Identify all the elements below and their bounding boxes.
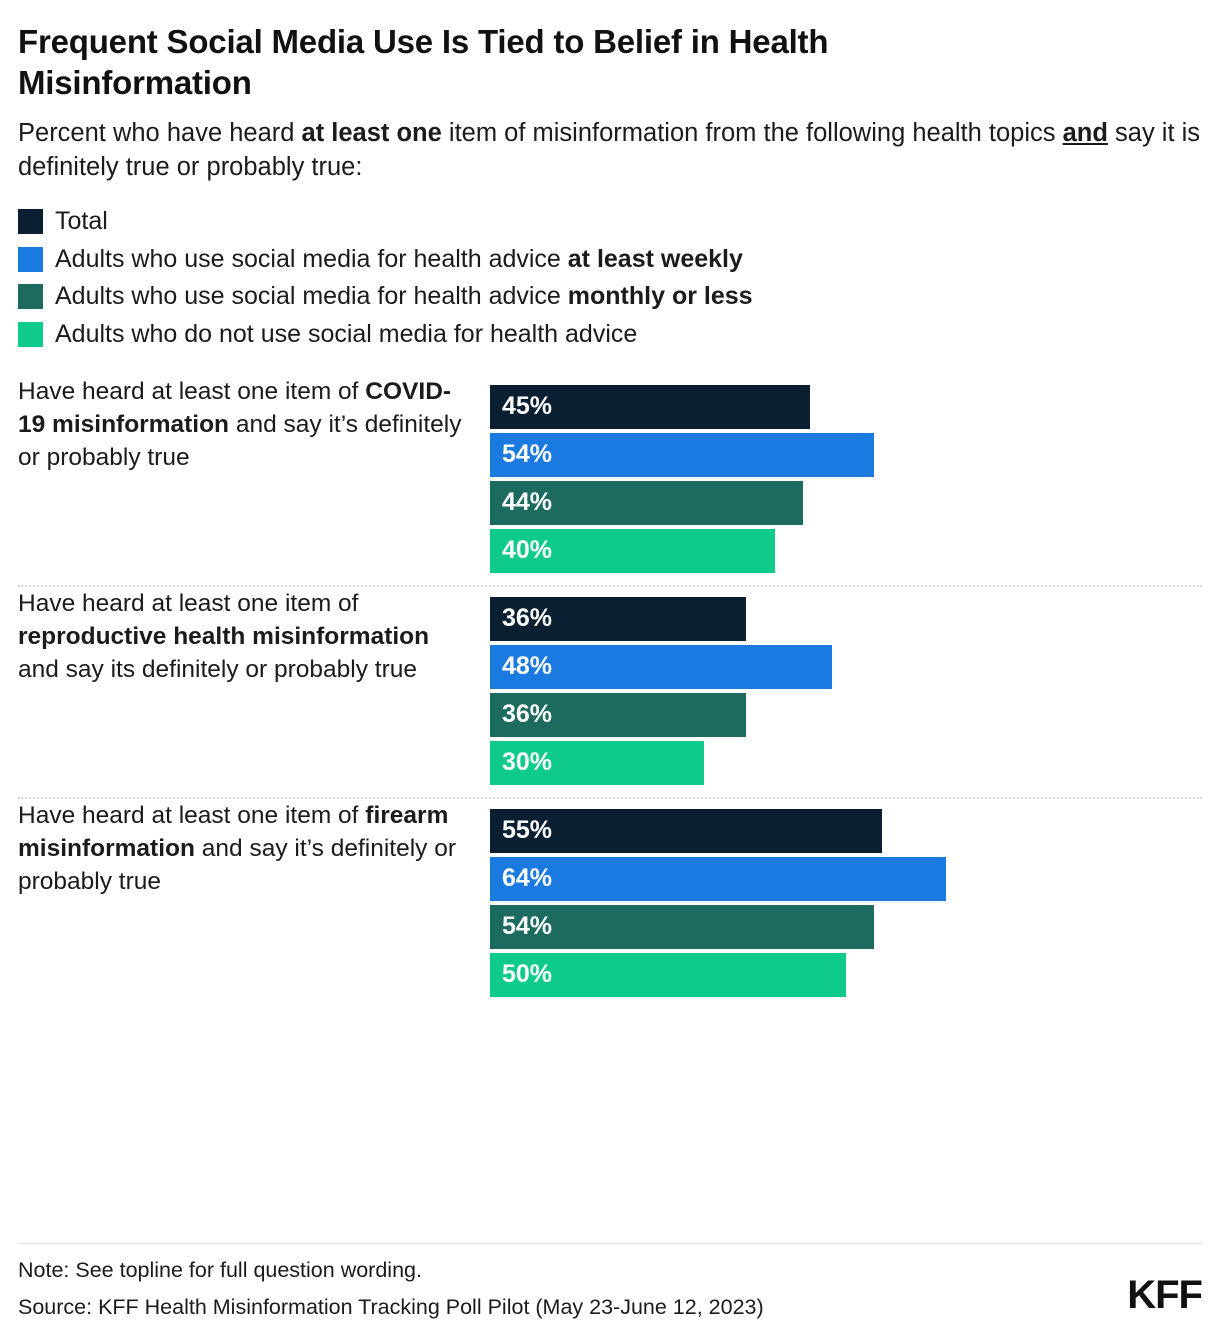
- footer-source: Source: KFF Health Misinformation Tracking Poll Pilot (May 23-June 12, 2023): [18, 1295, 764, 1319]
- bar-row: [490, 741, 1202, 785]
- group-label-pre: Have heard at least one item of: [18, 589, 359, 617]
- bar-row: [490, 693, 1202, 737]
- bar-value-label: 40%: [502, 536, 553, 565]
- legend-item-monthly-or-less: [18, 282, 1202, 311]
- bar-total: [490, 597, 746, 641]
- bar-value-label: 45%: [502, 392, 553, 421]
- bar-weekly: [490, 433, 874, 477]
- legend-item-label: [55, 245, 743, 274]
- group-label-bold: COVID-19 misinformation: [18, 377, 452, 439]
- bar-value-label: 36%: [502, 604, 553, 633]
- footer-note: Note: See topline for full question wording.: [18, 1258, 422, 1282]
- bar-row: [490, 905, 1202, 949]
- subtitle-part-1: Percent who have heard: [18, 119, 302, 148]
- bar-row: [490, 597, 1202, 641]
- bar-none: [490, 953, 846, 997]
- legend-swatch-icon: [18, 209, 43, 234]
- group-label-bold: firearm misinformation: [18, 801, 449, 863]
- bar-value-label: 64%: [502, 864, 553, 893]
- bar-monthly: [490, 905, 874, 949]
- legend-item-total: [18, 207, 1202, 236]
- chart-group-covid: [18, 375, 1202, 585]
- subtitle-part-2: item of misinformation from the following health topics: [441, 119, 1063, 148]
- chart-group-bars: [490, 375, 1202, 585]
- bar-value-label: 50%: [502, 960, 553, 989]
- group-label-post: and say its definitely or probably true: [18, 656, 418, 684]
- group-label-post: and say it’s definitely or probably true: [18, 835, 456, 896]
- bar-monthly: [490, 481, 803, 525]
- bar-total: [490, 809, 882, 853]
- legend-item-weekly: [18, 245, 1202, 274]
- chart-group-bars: [490, 587, 1202, 797]
- bar-value-label: 44%: [502, 488, 553, 517]
- chart-group-bars: [490, 799, 1202, 1009]
- bar-value-label: 54%: [502, 440, 553, 469]
- bar-row: [490, 385, 1202, 429]
- bar-none: [490, 741, 704, 785]
- subtitle-underline: and: [1062, 119, 1108, 148]
- bar-chart: [18, 375, 1202, 1009]
- legend-item-label: [55, 207, 108, 236]
- legend-label-text: Total: [55, 206, 108, 235]
- legend-label-text: Adults who do not use social media for health advice: [55, 320, 638, 349]
- bar-value-label: 48%: [502, 652, 553, 681]
- legend-swatch-icon: [18, 322, 43, 347]
- legend-swatch-icon: [18, 247, 43, 272]
- bar-row: [490, 481, 1202, 525]
- group-label-pre: Have heard at least one item of: [18, 801, 366, 829]
- subtitle-bold-1: at least one: [301, 119, 442, 148]
- legend-label-bold: at least weekly: [567, 244, 743, 273]
- chart-group-label: [18, 587, 490, 686]
- page-title: Frequent Social Media Use Is Tied to Belief in Health Misinformation: [18, 23, 829, 101]
- legend-item-label: [55, 320, 637, 349]
- group-label-pre: Have heard at least one item of: [18, 377, 366, 405]
- subtitle-part-3: say it is definitely true or probably true:: [18, 119, 1201, 182]
- bar-row: [490, 857, 1202, 901]
- legend-swatch-icon: [18, 284, 43, 309]
- group-label-bold: reproductive health misinformation: [18, 623, 430, 651]
- kff-logo: KFF: [1127, 1273, 1202, 1317]
- chart-subtitle: [18, 117, 1202, 185]
- bar-row: [490, 529, 1202, 573]
- group-label-post: and say it’s definitely or probably true: [18, 411, 462, 472]
- bar-weekly: [490, 857, 946, 901]
- footer-divider: [18, 1243, 1202, 1244]
- bar-value-label: 36%: [502, 700, 553, 729]
- legend-item-no-social-media: [18, 320, 1202, 349]
- chart-group-firearm: [18, 797, 1202, 1009]
- bar-total: [490, 385, 810, 429]
- bar-row: [490, 809, 1202, 853]
- bar-none: [490, 529, 775, 573]
- chart-group-label: [18, 799, 490, 898]
- bar-value-label: 55%: [502, 816, 553, 845]
- bar-monthly: [490, 693, 746, 737]
- chart-footer: [18, 1243, 1202, 1320]
- legend-item-label: [55, 282, 753, 311]
- bar-row: [490, 953, 1202, 997]
- bar-value-label: 30%: [502, 748, 553, 777]
- bar-row: [490, 433, 1202, 477]
- legend-label-bold: monthly or less: [567, 282, 753, 311]
- legend-label-text: Adults who use social media for health advice: [55, 282, 568, 311]
- chart-legend: [18, 207, 1202, 349]
- bar-row: [490, 645, 1202, 689]
- chart-group-label: [18, 375, 490, 474]
- bar-weekly: [490, 645, 832, 689]
- legend-label-text: Adults who use social media for health advice: [55, 244, 568, 273]
- chart-group-reproductive-health: [18, 585, 1202, 797]
- bar-value-label: 54%: [502, 912, 553, 941]
